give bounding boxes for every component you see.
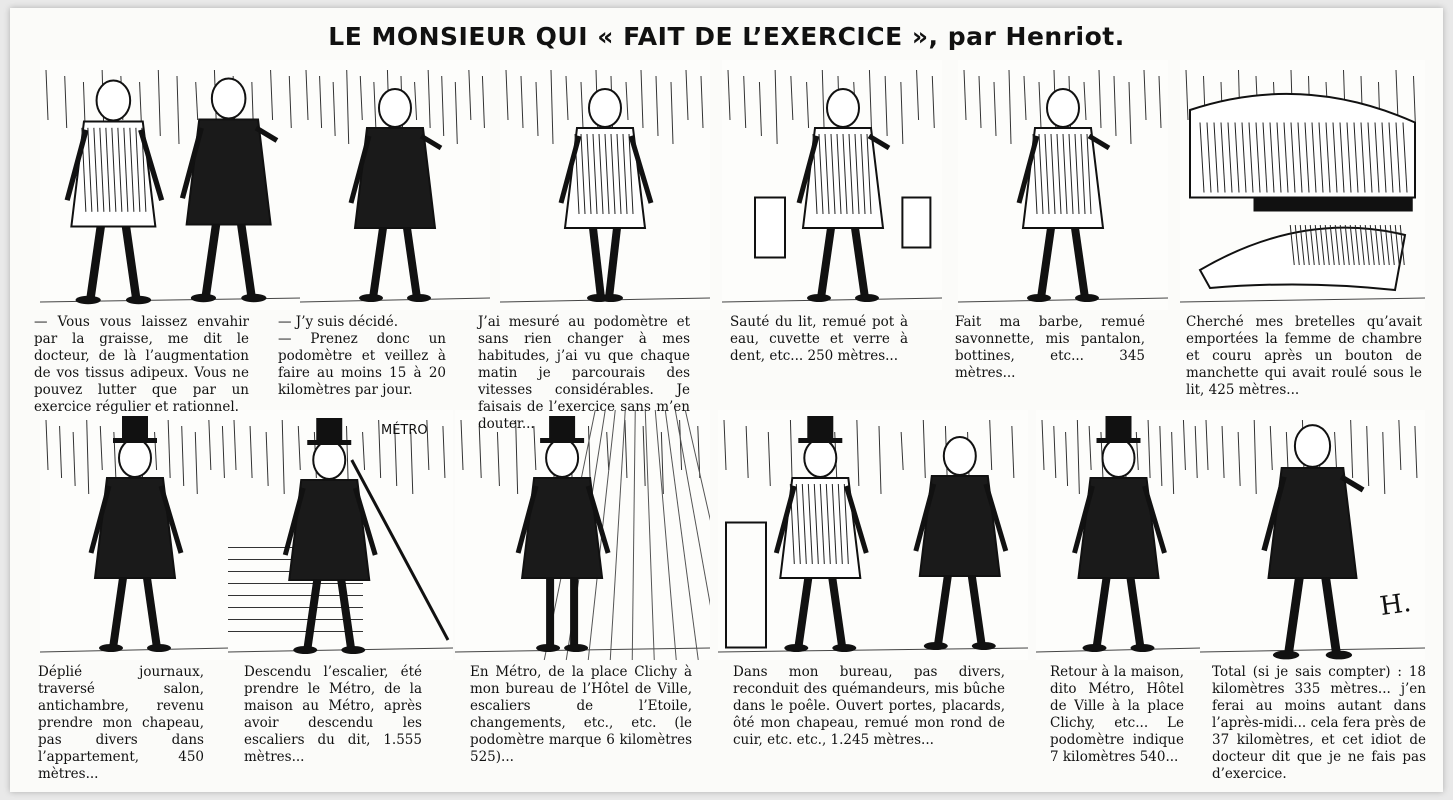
panel-7-illustration (40, 410, 230, 660)
panel-drawing (228, 410, 453, 660)
panel-drawing (1180, 60, 1425, 310)
comic-title: LE MONSIEUR QUI « FAIT DE L’EXERCICE », par Henriot. (328, 22, 1125, 51)
panel-1-caption: — Vous vous laissez envahir par la graisse, me dit le docteur, de là l’augmentation de vos tissus adipeux. Vous ne pouvez lutter que par un exercice régulier et rationnel. (34, 314, 249, 415)
panel-10-illustration (718, 410, 1028, 660)
metro-sign: MÉTRO (381, 423, 428, 438)
panel-drawing (455, 410, 710, 660)
panel-2-caption: — J’y suis décidé. — Prenez donc un podomètre et veillez à faire au moins 15 à 20 kilomètres par jour. (278, 314, 446, 398)
panel-6-caption: Cherché mes bretelles qu’avait emportées la femme de chambre et couru après un bouton de manchette qui avait roulé sous le lit, 425 mètres... (1186, 314, 1422, 398)
panel-10-caption: Dans mon bureau, pas divers, reconduit des quémandeurs, mis bûche dans le poêle. Ouvert portes, placards, ôté mon chapeau, remué mon rond de cuir, etc. etc., 1.245 mètres... (733, 664, 1005, 748)
panel-drawing (718, 410, 1028, 660)
panel-9-caption: En Métro, de la place Clichy à mon bureau de l’Hôtel de Ville, escaliers de l’Etoile, changements, etc., etc. (le podomètre marque 6 kilomètres 525)... (470, 664, 692, 765)
panel-4-illustration (722, 60, 942, 310)
panel-3-caption: J’ai mesuré au podomètre et sans rien changer à mes habitudes, j’ai vu que chaque matin je parcourais des vitesses considérables. Je faisais de l’exercice sans m’en douter... (478, 314, 690, 432)
panel-9-illustration (455, 410, 710, 660)
panel-drawing (1200, 410, 1425, 660)
panel-drawing (958, 60, 1168, 310)
panel-3-illustration (500, 60, 710, 310)
panel-5-illustration (958, 60, 1168, 310)
panel-8-caption: Descendu l’escalier, été prendre le Métro, de la maison au Métro, après avoir descendu les escaliers du dit, 1.555 mètres... (244, 664, 422, 765)
panel-drawing (300, 60, 490, 310)
panel-6-illustration (1180, 60, 1425, 310)
panel-2-illustration (300, 60, 490, 310)
panel-drawing (1036, 410, 1201, 660)
panel-11-caption: Retour à la maison, dito Métro, Hôtel de Ville à la place Clichy, etc... Le podomètre indique 7 kilomètres 540... (1050, 664, 1184, 765)
panel-drawing (722, 60, 942, 310)
panel-4-caption: Sauté du lit, remué pot à eau, cuvette et verre à dent, etc... 250 mètres... (730, 314, 908, 364)
panel-drawing (40, 60, 302, 310)
panel-11-illustration (1036, 410, 1201, 660)
panel-drawing (40, 410, 230, 660)
panel-5-caption: Fait ma barbe, remué savonnette, mis pantalon, bottines, etc... 345 mètres... (955, 314, 1145, 381)
panel-8-illustration (228, 410, 453, 660)
panel-drawing (500, 60, 710, 310)
artist-signature: H. (1378, 587, 1413, 623)
panel-7-caption: Déplié journaux, traversé salon, antichambre, revenu prendre mon chapeau, pas divers dans l’appartement, 450 mètres... (38, 664, 204, 782)
panel-12-illustration (1200, 410, 1425, 660)
panel-12-caption: Total (si je sais compter) : 18 kilomètres 335 mètres... j’en ferai au moins autant dans l’après-midi... cela fera près de 37 kilomètres, et cet idiot de docteur dit que je ne fais pas d’exercice. (1212, 664, 1426, 782)
panel-1-illustration (40, 60, 302, 310)
